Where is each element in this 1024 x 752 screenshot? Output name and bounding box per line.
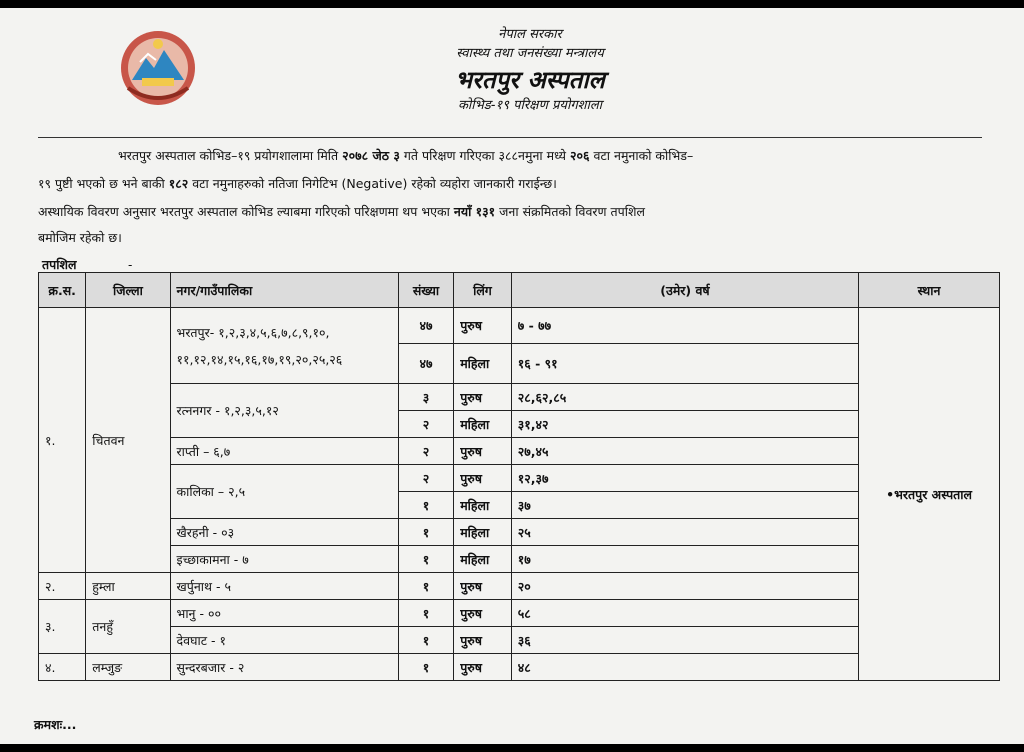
paragraph-line-1 <box>118 148 693 164</box>
cell-count: ३ <box>398 384 454 411</box>
cell-age: २० <box>511 573 858 600</box>
test-date: २०७८ जेठ ३ <box>342 148 400 163</box>
cell-age: २७,४५ <box>511 438 858 465</box>
cell-sn: ३. <box>39 600 86 654</box>
cell-district: तनहुँ <box>86 600 170 654</box>
cases-table <box>38 272 1000 681</box>
municipality-name: खर्पुनाथ - ५ <box>176 578 231 594</box>
cell-sn: १. <box>39 308 86 573</box>
cell-count: ४७ <box>398 344 454 384</box>
cell-age: १७ <box>511 546 858 573</box>
new-cases-count: नयाँ १३१ <box>453 204 496 219</box>
cell-sex: महिला <box>454 546 512 573</box>
continued-note: क्रमशः... <box>34 717 77 732</box>
cell-municipality <box>170 438 398 465</box>
cell-count: १ <box>398 492 454 519</box>
table-row <box>39 519 1000 546</box>
table-row <box>39 546 1000 573</box>
text: जना संक्रमितको विवरण तपशिल <box>499 204 645 219</box>
cell-age: ३६ <box>511 627 858 654</box>
cell-sn: २. <box>39 573 86 600</box>
municipality-name: इच्छाकामना - ७ <box>176 551 249 567</box>
municipality-name: कालिका – २,५ <box>176 484 246 499</box>
cell-count: ४७ <box>398 308 454 344</box>
cell-sex: पुरुष <box>454 438 512 465</box>
cell-municipality <box>170 627 398 654</box>
cell-sex: महिला <box>454 411 512 438</box>
ministry-name: स्वास्थ्य तथा जनसंख्या मन्त्रालय <box>456 46 604 61</box>
paragraph-line-4: बमोजिम रहेको छ। <box>38 230 122 245</box>
cell-count: १ <box>398 654 454 681</box>
municipality-name: खैरहनी - ०३ <box>176 524 235 540</box>
header-divider <box>38 137 982 138</box>
cell-sex: पुरुष <box>454 573 512 600</box>
cell-municipality <box>170 600 398 627</box>
col-header-sex: लिंग <box>454 273 512 308</box>
text: १९ पुष्टी भएको छ भने बाकी <box>38 176 165 191</box>
municipality-name: देवघाट - १ <box>176 632 227 648</box>
cell-count: २ <box>398 438 454 465</box>
cell-sex: महिला <box>454 344 512 384</box>
cell-sn: ४. <box>39 654 86 681</box>
cell-sex: पुरुष <box>454 308 512 344</box>
municipality-name: सुन्दरबजार - २ <box>176 659 245 675</box>
cell-age: ५८ <box>511 600 858 627</box>
positive-count: २०६ <box>570 148 590 163</box>
nepal-government-emblem-icon <box>118 28 198 108</box>
cell-district: लम्जुङ <box>86 654 170 681</box>
cell-age: ३७ <box>511 492 858 519</box>
cell-count: १ <box>398 573 454 600</box>
table-row <box>39 627 1000 654</box>
cell-district: हुम्ला <box>86 573 170 600</box>
cell-age: १६ - ९१ <box>511 344 858 384</box>
cell-sex: महिला <box>454 519 512 546</box>
cell-age: २८,६२,८५ <box>511 384 858 411</box>
text: भरतपुर अस्पताल कोभिड–१९ प्रयोगशालामा मिति <box>118 148 339 163</box>
table-row <box>39 654 1000 681</box>
cell-municipality <box>170 573 398 600</box>
table-row <box>39 384 1000 411</box>
cell-sex: महिला <box>454 492 512 519</box>
cell-place: •भरतपुर अस्पताल <box>859 308 1000 681</box>
col-header-age: (उमेर) वर्ष <box>511 273 858 308</box>
paragraph-line-3 <box>38 204 645 220</box>
cell-sex: पुरुष <box>454 654 512 681</box>
details-heading-dash: - <box>128 258 133 272</box>
cell-sex: पुरुष <box>454 627 512 654</box>
cell-count: २ <box>398 465 454 492</box>
cell-municipality <box>170 465 398 519</box>
details-heading: तपशिल <box>42 257 77 272</box>
table-row <box>39 573 1000 600</box>
col-header-count: संख्या <box>398 273 454 308</box>
letterhead <box>360 26 700 116</box>
negative-count: १८२ <box>168 176 189 191</box>
cell-sex: पुरुष <box>454 465 512 492</box>
lab-name: कोभिड-१९ परिक्षण प्रयोगशाला <box>457 98 603 113</box>
cell-age: ७ - ७७ <box>511 308 858 344</box>
paragraph-line-2 <box>38 176 557 192</box>
cell-municipality <box>170 308 398 384</box>
col-header-place: स्थान <box>859 273 1000 308</box>
cell-count: १ <box>398 546 454 573</box>
cell-count: २ <box>398 411 454 438</box>
cell-municipality <box>170 519 398 546</box>
col-header-sn: क्र.स. <box>39 273 86 308</box>
table-header-row <box>39 273 1000 308</box>
text: वटा नमुनाहरुको नतिजा निगेटिभ (Negative) रहेको व्यहोरा जानकारी गराईन्छ। <box>192 176 557 191</box>
cell-age: १२,३७ <box>511 465 858 492</box>
table-row <box>39 438 1000 465</box>
col-header-district: जिल्ला <box>86 273 170 308</box>
table-row <box>39 600 1000 627</box>
municipality-name: भानु - ०० <box>176 605 221 621</box>
cell-count: १ <box>398 600 454 627</box>
text: गते परिक्षण गरिएका ३८८नमुना मध्ये <box>403 148 567 163</box>
hospital-name: भरतपुर अस्पताल <box>455 66 605 94</box>
cell-age: ३१,४२ <box>511 411 858 438</box>
cell-count: १ <box>398 627 454 654</box>
table-row <box>39 308 1000 344</box>
cell-district: चितवन <box>86 308 170 573</box>
cell-municipality <box>170 384 398 438</box>
cell-age: २५ <box>511 519 858 546</box>
cell-count: १ <box>398 519 454 546</box>
cell-municipality <box>170 546 398 573</box>
text: अस्थायिक विवरण अनुसार भरतपुर अस्पताल कोभिड ल्याबमा गरिएको परिक्षणमा थप भएका <box>38 204 450 219</box>
cell-age: ४८ <box>511 654 858 681</box>
document-page <box>0 8 1024 744</box>
cell-sex: पुरुष <box>454 384 512 411</box>
table-row <box>39 465 1000 492</box>
municipality-name: भरतपुर- १,२,३,४,५,६,७,८,९,१०, <box>176 324 330 340</box>
cell-municipality <box>170 654 398 681</box>
municipality-name: राप्ती – ६,७ <box>176 443 231 459</box>
text: वटा नमुनाको कोभिड– <box>593 148 694 163</box>
cell-sex: पुरुष <box>454 600 512 627</box>
col-header-municipality: नगर/गाउँपालिका <box>170 273 398 308</box>
government-name: नेपाल सरकार <box>498 27 562 42</box>
municipality-wards-cont: ११,१२,१४,१५,१६,१७,१९,२०,२५,२६ <box>176 351 343 367</box>
municipality-name: रत्ननगर - १,२,३,५,१२ <box>176 403 279 418</box>
